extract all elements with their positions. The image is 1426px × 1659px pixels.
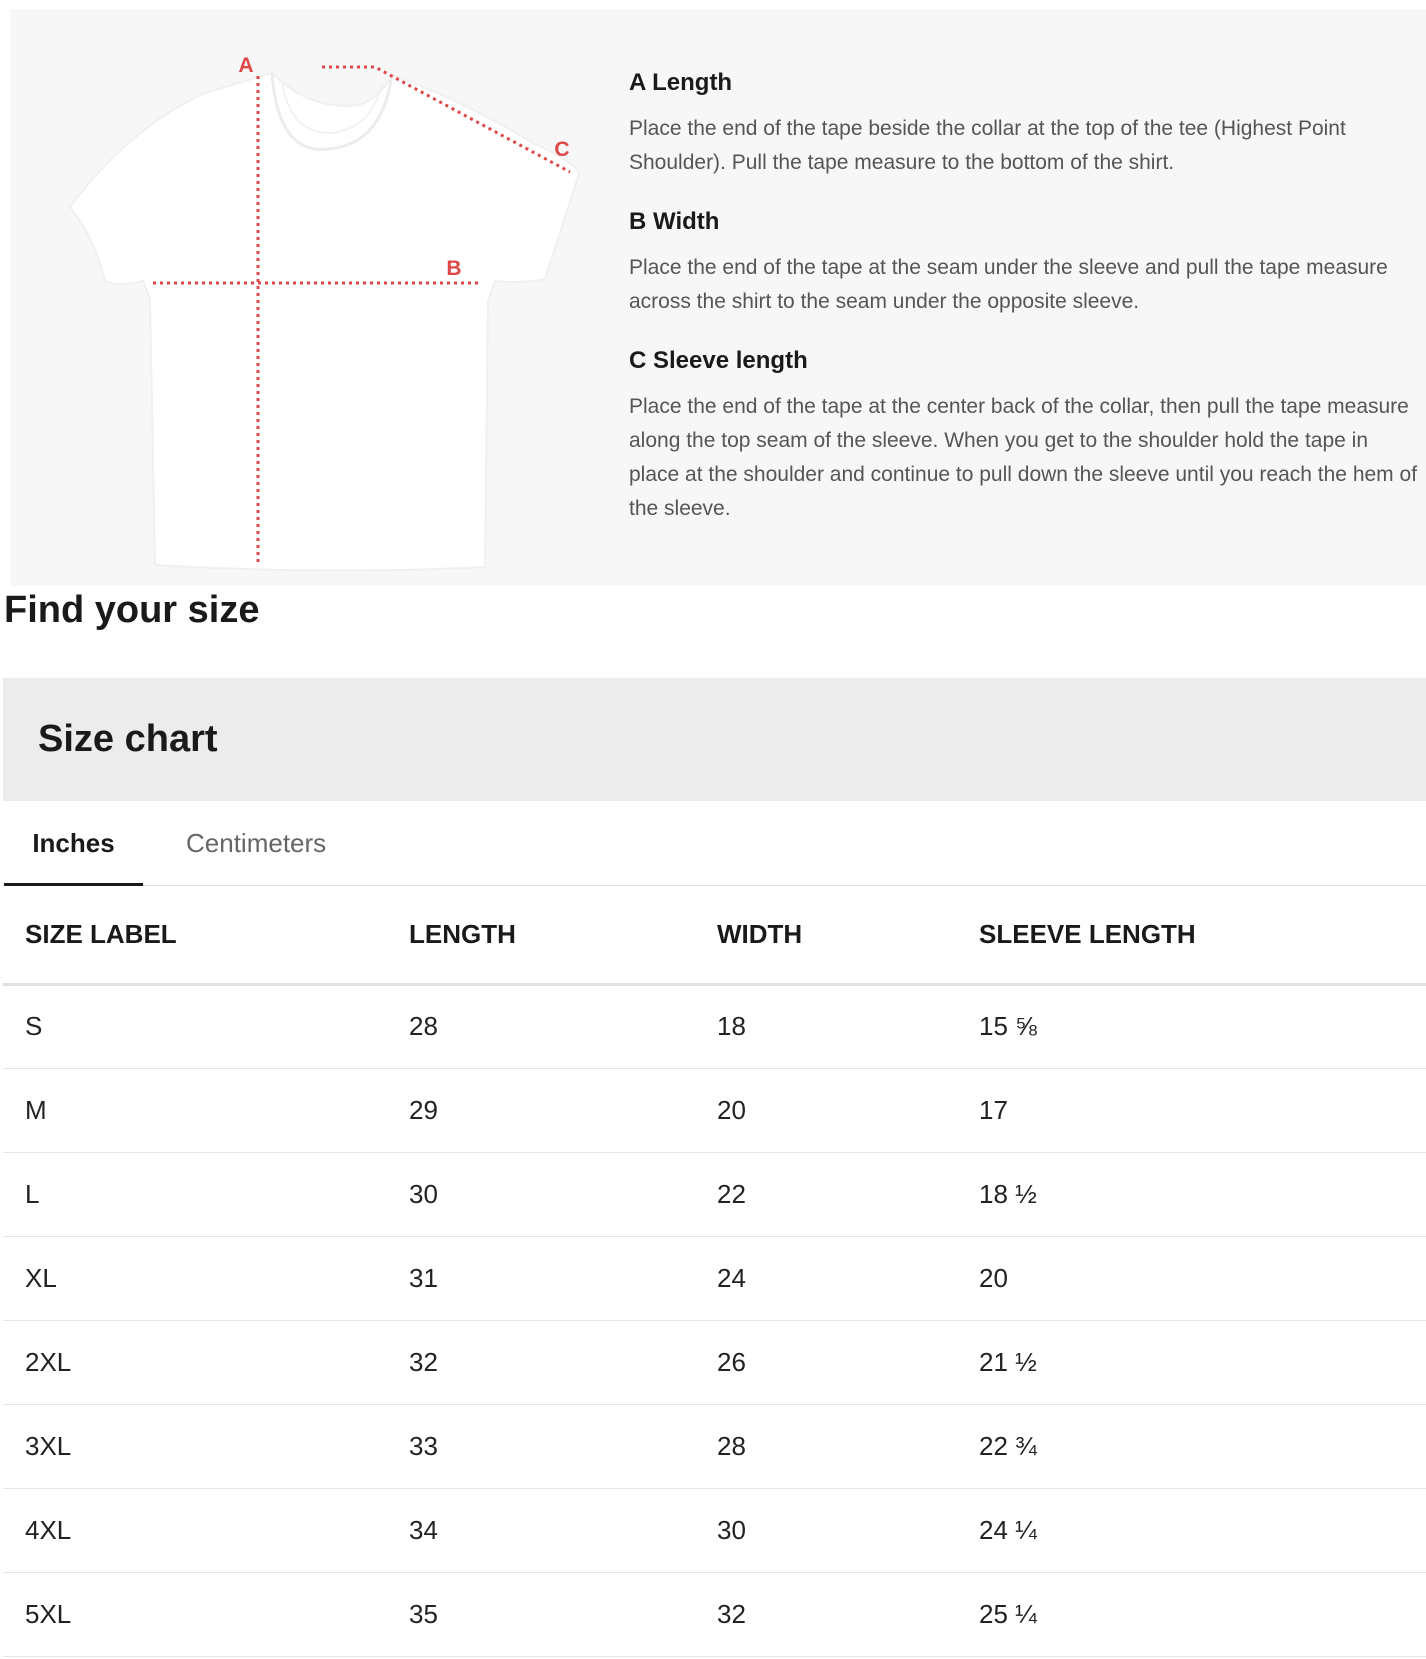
instruction-text: Place the end of the tape at the center back of the collar, then pull the tape measure along the top seam of the sleeve. When you get to the shoulder hold the tape in place at the shoulder and continue to pull down the sleeve until you reach the hem of the sleeve. [629,395,1418,520]
tab-inches[interactable]: Inches [4,801,143,886]
table-row [3,1236,1426,1320]
cell-sleeve-length: 22 ¾ [979,1404,1426,1488]
cell-sleeve-length: 25 ¼ [979,1572,1426,1656]
instruction-text: Place the end of the tape at the seam under the sleeve and pull the tape measure across the shirt to the seam under the opposite sleeve. [629,256,1388,313]
cell-size: 5XL [3,1572,409,1656]
cell-length: 32 [409,1320,717,1404]
cell-size: 2XL [3,1320,409,1404]
size-chart-title: Size chart [38,718,218,760]
table-row [3,984,1426,1068]
page-title: Find your size [4,589,260,631]
cell-size: 4XL [3,1488,409,1572]
instruction-heading: A Length [629,69,733,96]
column-header-sleeve-length: SLEEVE LENGTH [979,886,1426,984]
cell-length: 31 [409,1236,717,1320]
instruction-heading: C Sleeve length [629,347,808,374]
table-row [3,1404,1426,1488]
unit-tabs [4,801,1426,886]
size-table [3,886,1426,1657]
cell-length: 35 [409,1572,717,1656]
cell-sleeve-length: 17 [979,1068,1426,1152]
table-row [3,1068,1426,1152]
cell-width: 30 [717,1488,979,1572]
cell-length: 30 [409,1152,717,1236]
instruction-sleeve-length [629,345,1419,526]
cell-sleeve-length: 15 ⅝ [979,984,1426,1068]
size-chart-header [3,678,1426,801]
cell-size: S [3,984,409,1068]
cell-sleeve-length: 20 [979,1236,1426,1320]
instruction-length [629,67,1419,180]
instruction-text: Place the end of the tape beside the collar at the top of the tee (Highest Point Shoulder). Pull the tape measure to the bottom of the shirt. [629,117,1346,174]
column-header-length: LENGTH [409,886,717,984]
tshirt-shape [70,73,579,571]
cell-width: 22 [717,1152,979,1236]
marker-b-label: B [446,257,462,280]
column-header-width: WIDTH [717,886,979,984]
cell-width: 18 [717,984,979,1068]
cell-size: L [3,1152,409,1236]
cell-width: 26 [717,1320,979,1404]
marker-c-label: C [554,138,570,161]
cell-size: 3XL [3,1404,409,1488]
cell-width: 28 [717,1404,979,1488]
measurement-instructions [629,67,1419,552]
cell-length: 28 [409,984,717,1068]
cell-width: 24 [717,1236,979,1320]
table-row [3,1152,1426,1236]
instruction-width [629,206,1419,319]
tshirt-diagram [10,9,610,586]
cell-size: M [3,1068,409,1152]
cell-sleeve-length: 24 ¼ [979,1488,1426,1572]
tab-centimeters[interactable]: Centimeters [186,828,327,858]
cell-length: 34 [409,1488,717,1572]
instruction-heading: B Width [629,208,720,235]
cell-length: 29 [409,1068,717,1152]
cell-size: XL [3,1236,409,1320]
table-row [3,1572,1426,1656]
cell-length: 33 [409,1404,717,1488]
measurement-guide-panel [10,9,1426,586]
table-row [3,1488,1426,1572]
cell-width: 20 [717,1068,979,1152]
marker-a-label: A [238,54,254,77]
table-row [3,1320,1426,1404]
table-header-row [3,886,1426,984]
column-header-size-label: SIZE LABEL [3,886,409,984]
cell-width: 32 [717,1572,979,1656]
tshirt-measure-svg [10,9,610,586]
cell-sleeve-length: 18 ½ [979,1152,1426,1236]
cell-sleeve-length: 21 ½ [979,1320,1426,1404]
